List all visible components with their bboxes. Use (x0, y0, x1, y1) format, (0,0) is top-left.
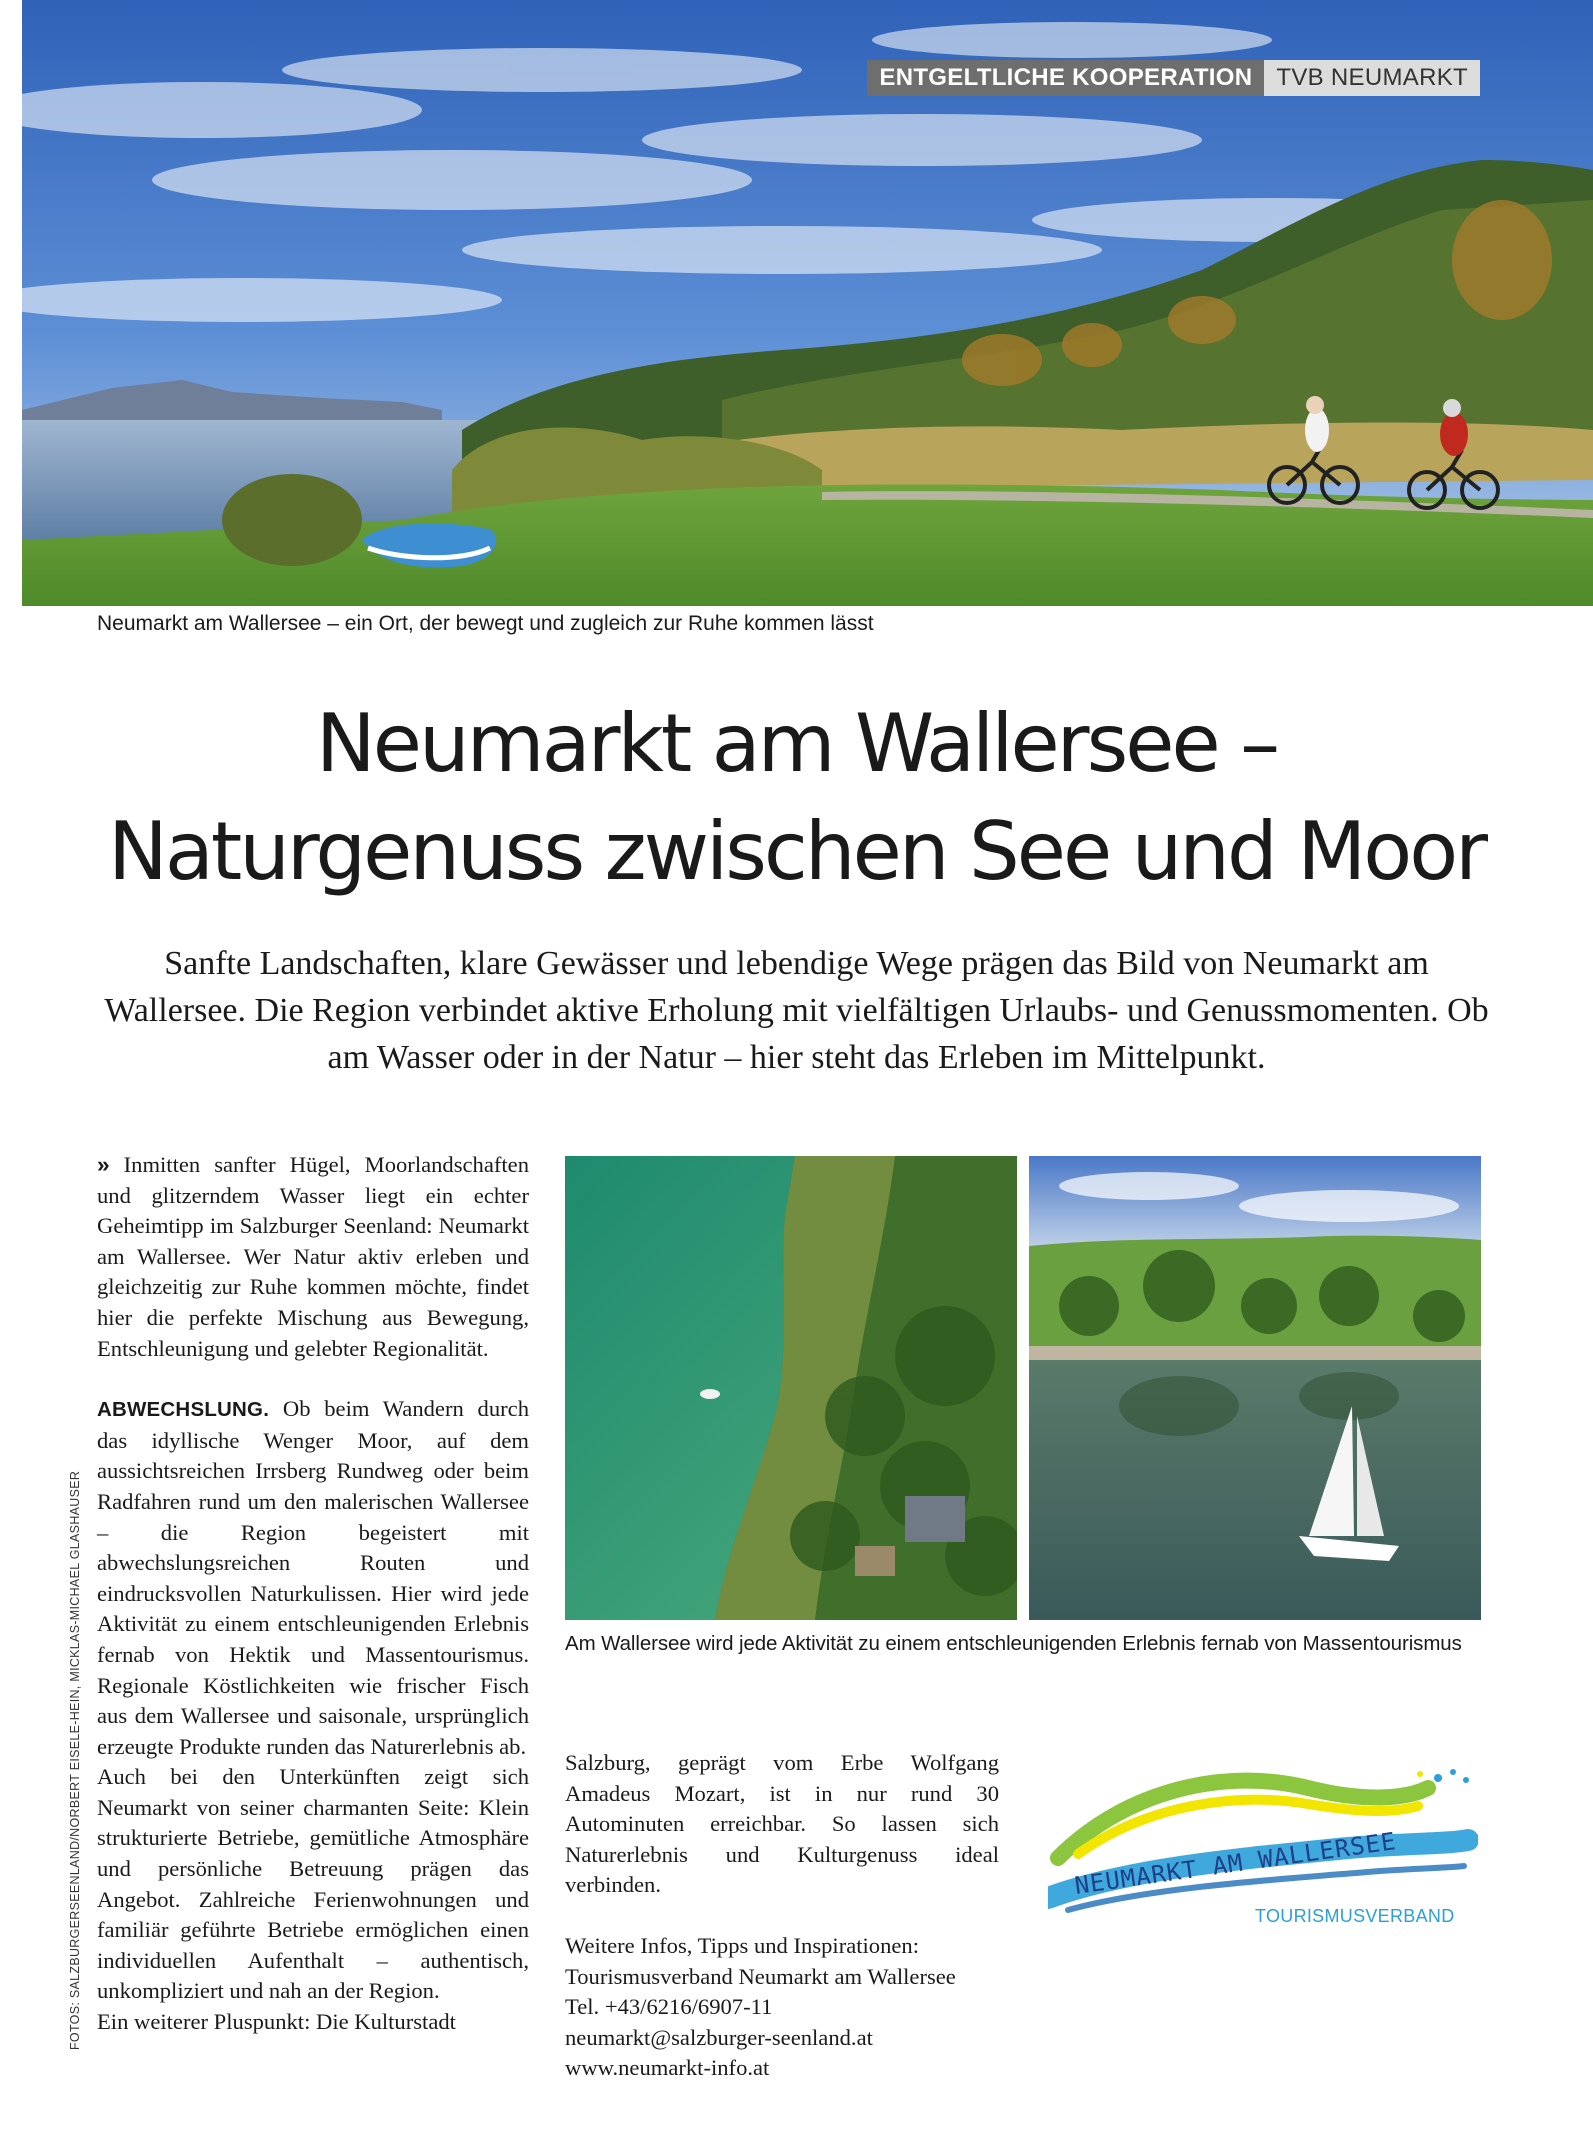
logo-subtitle: TOURISMUSVERBAND (1255, 1906, 1455, 1926)
section-paragraph (97, 1394, 529, 1762)
photos-caption: Am Wallersee wird jede Aktivität zu einem entschleunigenden Erlebnis fernab von Massentourismus (565, 1632, 1462, 1655)
phone-number: Tel. +43/6216/6907-11 (565, 1994, 773, 2020)
website-url: www.neumarkt-info.at (565, 2055, 770, 2081)
title-line-1: Neumarkt am Wallersee – (315, 697, 1278, 790)
sailboat-photo (1029, 1156, 1481, 1620)
hero-caption: Neumarkt am Wallersee – ein Ort, der bewegt und zugleich zur Ruhe kommen lässt (97, 612, 874, 635)
article-body (97, 1150, 529, 2038)
culture-paragraph: Ein weiterer Pluspunkt: Die Kulturstadt (97, 2009, 456, 2035)
sponsor-partner: TVB NEUMARKT (1264, 60, 1480, 96)
intro-text: Inmitten sanfter Hügel, Moorlandschaften und glitzerndem Wasser liegt ein echter Geheimtipp im Salzburger Seenland: Neumarkt am Wallersee. Wer Natur aktiv erleben und gleichzeitig zur Ruhe kommen möchte, findet hier die perfekte Mischung aus Bewegung, Entschleunigung und gelebter Regionalität. (97, 1152, 529, 1361)
sponsor-label: ENTGELTLICHE KOOPERATION (867, 60, 1264, 96)
salzburg-paragraph: Salzburg, geprägt vom Erbe Wolfgang Amadeus Mozart, ist in nur rund 30 Autominuten erreichbar. So lassen sich Naturerlebnis und Kulturgenuss ideal verbinden. (565, 1750, 999, 1898)
lead-paragraph: Sanfte Landschaften, klare Gewässer und lebendige Wege prägen das Bild von Neumarkt am Wallersee. Die Region verbindet aktive Erholung mit vielfältigen Urlaubs- und Genussmomenten. Ob am Wasser oder in der Natur – hier steht das Erleben im Mittelpunkt. (104, 945, 1489, 1076)
article-body-continued (565, 1748, 999, 2084)
logo-wordmark: NEUMARKT AM WALLERSEE (1072, 1827, 1399, 1900)
info-heading: Weitere Infos, Tipps und Inspirationen: (565, 1932, 919, 1958)
sponsor-badge (867, 60, 1480, 96)
intro-paragraph (97, 1150, 529, 1364)
email-address: neumarkt@salzburger-seenland.at (565, 2024, 873, 2050)
title-line-2: Naturgenuss zwischen See und Moor (107, 805, 1486, 898)
quote-mark: » (97, 1152, 110, 1177)
section-kicker: ABWECHSLUNG. (97, 1398, 270, 1422)
section-text: Ob beim Wandern durch das idyllische Wenger Moor, auf dem aussichtsreichen Irrsberg Rundweg oder beim Radfahren rund um den malerischen Wallersee – die Region begeistert mit abwechslungsreichen Routen und eindrucksvollen Naturkulissen. Hier wird jede Aktivität zu einem entschleunigenden Erlebnis fernab von Hektik und Massentourismus. Regionale Köstlichkeiten wie frischer Fisch aus dem Wallersee und saisonale, ursprünglich erzeugte Produkte runden das Naturerlebnis ab. (97, 1396, 529, 1759)
aerial-photo (565, 1156, 1017, 1620)
accommodation-paragraph: Auch bei den Unterkünften zeigt sich Neumarkt von seiner charmanten Seite: Klein strukturierte Betriebe, gemütliche Atmosphäre und persönliche Betreuung prägen das Angebot. Zahlreiche Ferienwohnungen und familiär geführte Betriebe ermöglichen einen individuellen Aufenthalt – authentisch, unkompliziert und nah an der Region. (97, 1764, 529, 2004)
page-title (40, 690, 1553, 906)
photo-credit: FOTOS: SALZBURGERSEENLAND/NORBERT EISELE-HEIN, MICKLAS-MICHAEL GLASHAUSER (68, 1470, 82, 2050)
org-name: Tourismusverband Neumarkt am Wallersee (565, 1963, 956, 1989)
